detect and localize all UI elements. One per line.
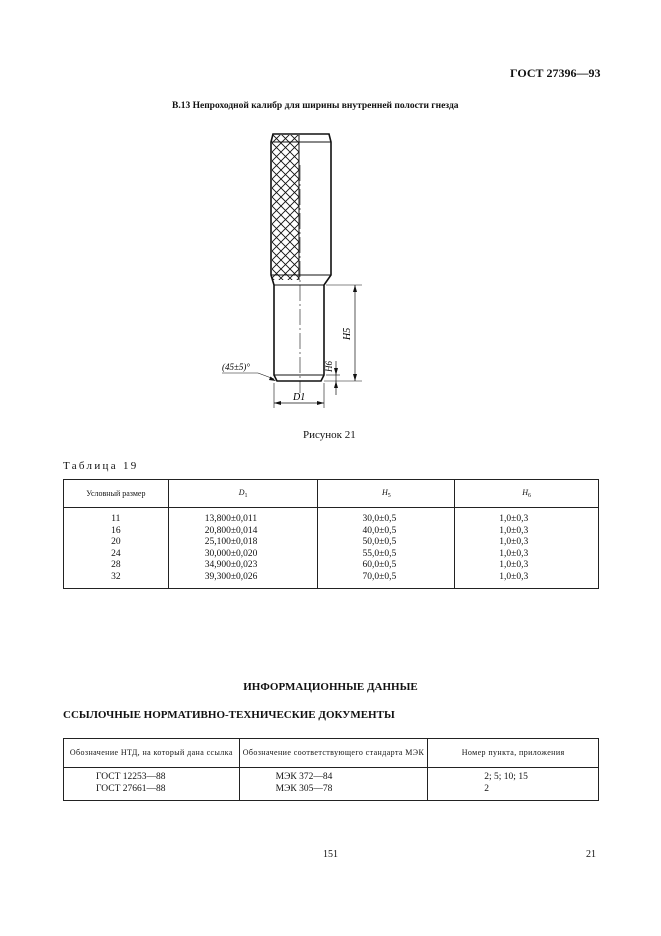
cell-h6: 1,0±0,3 [455,549,599,561]
cell-h6: 1,0±0,3 [455,560,599,572]
cell-h6: 1,0±0,3 [455,526,599,538]
gauge-drawing [200,125,400,415]
cell-h5: 50,0±0,5 [318,537,455,549]
cell-item: 2; 5; 10; 15 [428,768,599,784]
table-header-row [64,739,599,768]
d1-dimension-label: D1 [293,392,306,403]
cell-size: 20 [111,537,121,547]
cell-d1: 39,300±0,026 [168,572,318,589]
page-number-right: 21 [586,849,596,860]
table-row [64,560,599,572]
cell-ntd: ГОСТ 27661—88 [96,783,166,794]
table-row [64,768,599,784]
cell-h5: 70,0±0,5 [318,572,455,589]
table-row [64,784,599,801]
cell-h5: 40,0±0,5 [318,526,455,538]
chamfer-angle-label: (45±5)° [222,362,251,372]
table-row [64,549,599,561]
column-header-size: Условный размер [64,480,169,508]
page-number-center: 151 [323,849,338,860]
column-header-ntd: Обозначение НТД, на который дана ссылка [64,739,240,768]
knurled-grip [272,135,299,280]
cell-item: 2 [428,784,599,801]
references-table [63,738,599,801]
h5-dimension-label: H5 [342,327,353,340]
cell-iec: МЭК 305—78 [239,784,428,801]
cell-h5: 60,0±0,5 [318,560,455,572]
cell-h5: 30,0±0,5 [318,508,455,526]
info-section-title: ИНФОРМАЦИОННЫЕ ДАННЫЕ [243,681,418,693]
column-header-item: Номер пункта, приложения [428,739,599,768]
cell-d1: 30,000±0,020 [168,549,318,561]
cell-size: 16 [111,525,121,536]
cell-ntd: ГОСТ 12253—88 [96,772,166,782]
cell-h5: 55,0±0,5 [318,549,455,561]
column-header-d1: $D_1$ [168,480,318,508]
cell-d1: 25,100±0,018 [168,537,318,549]
cell-d1: 20,800±0,014 [168,526,318,538]
column-header-h6: $H_6$ [455,480,599,508]
cell-size: 28 [111,560,121,570]
table-row [64,508,599,526]
cell-d1: 34,900±0,023 [168,560,318,572]
h6-dimension-label: H6 [324,361,334,372]
column-header-h5: $H_5$ [318,480,455,508]
section-title: В.13 Непроходной калибр для ширины внутренней полости гнезда [172,101,459,111]
figure-caption: Рисунок 21 [303,429,356,441]
table-label: Таблица 19 [63,460,139,472]
table-row [64,537,599,549]
column-header-iec: Обозначение соответствующего стандарта МЭК [239,739,428,768]
document-code: ГОСТ 27396—93 [510,66,601,80]
cell-d1: 13,800±0,011 [168,508,318,526]
cell-size: 32 [111,571,121,582]
cell-h6: 1,0±0,3 [455,508,599,526]
cell-size: 24 [111,548,121,559]
table-row [64,572,599,589]
dimensions-table [63,479,599,589]
table-row [64,526,599,538]
cell-h6: 1,0±0,3 [455,572,599,589]
cell-h6: 1,0±0,3 [455,537,599,549]
table-header-row [64,480,599,508]
cell-size: 11 [111,514,121,524]
cell-iec: МЭК 372—84 [239,768,428,784]
references-title: ССЫЛОЧНЫЕ НОРМАТИВНО-ТЕХНИЧЕСКИЕ ДОКУМЕНТЫ [63,709,395,721]
